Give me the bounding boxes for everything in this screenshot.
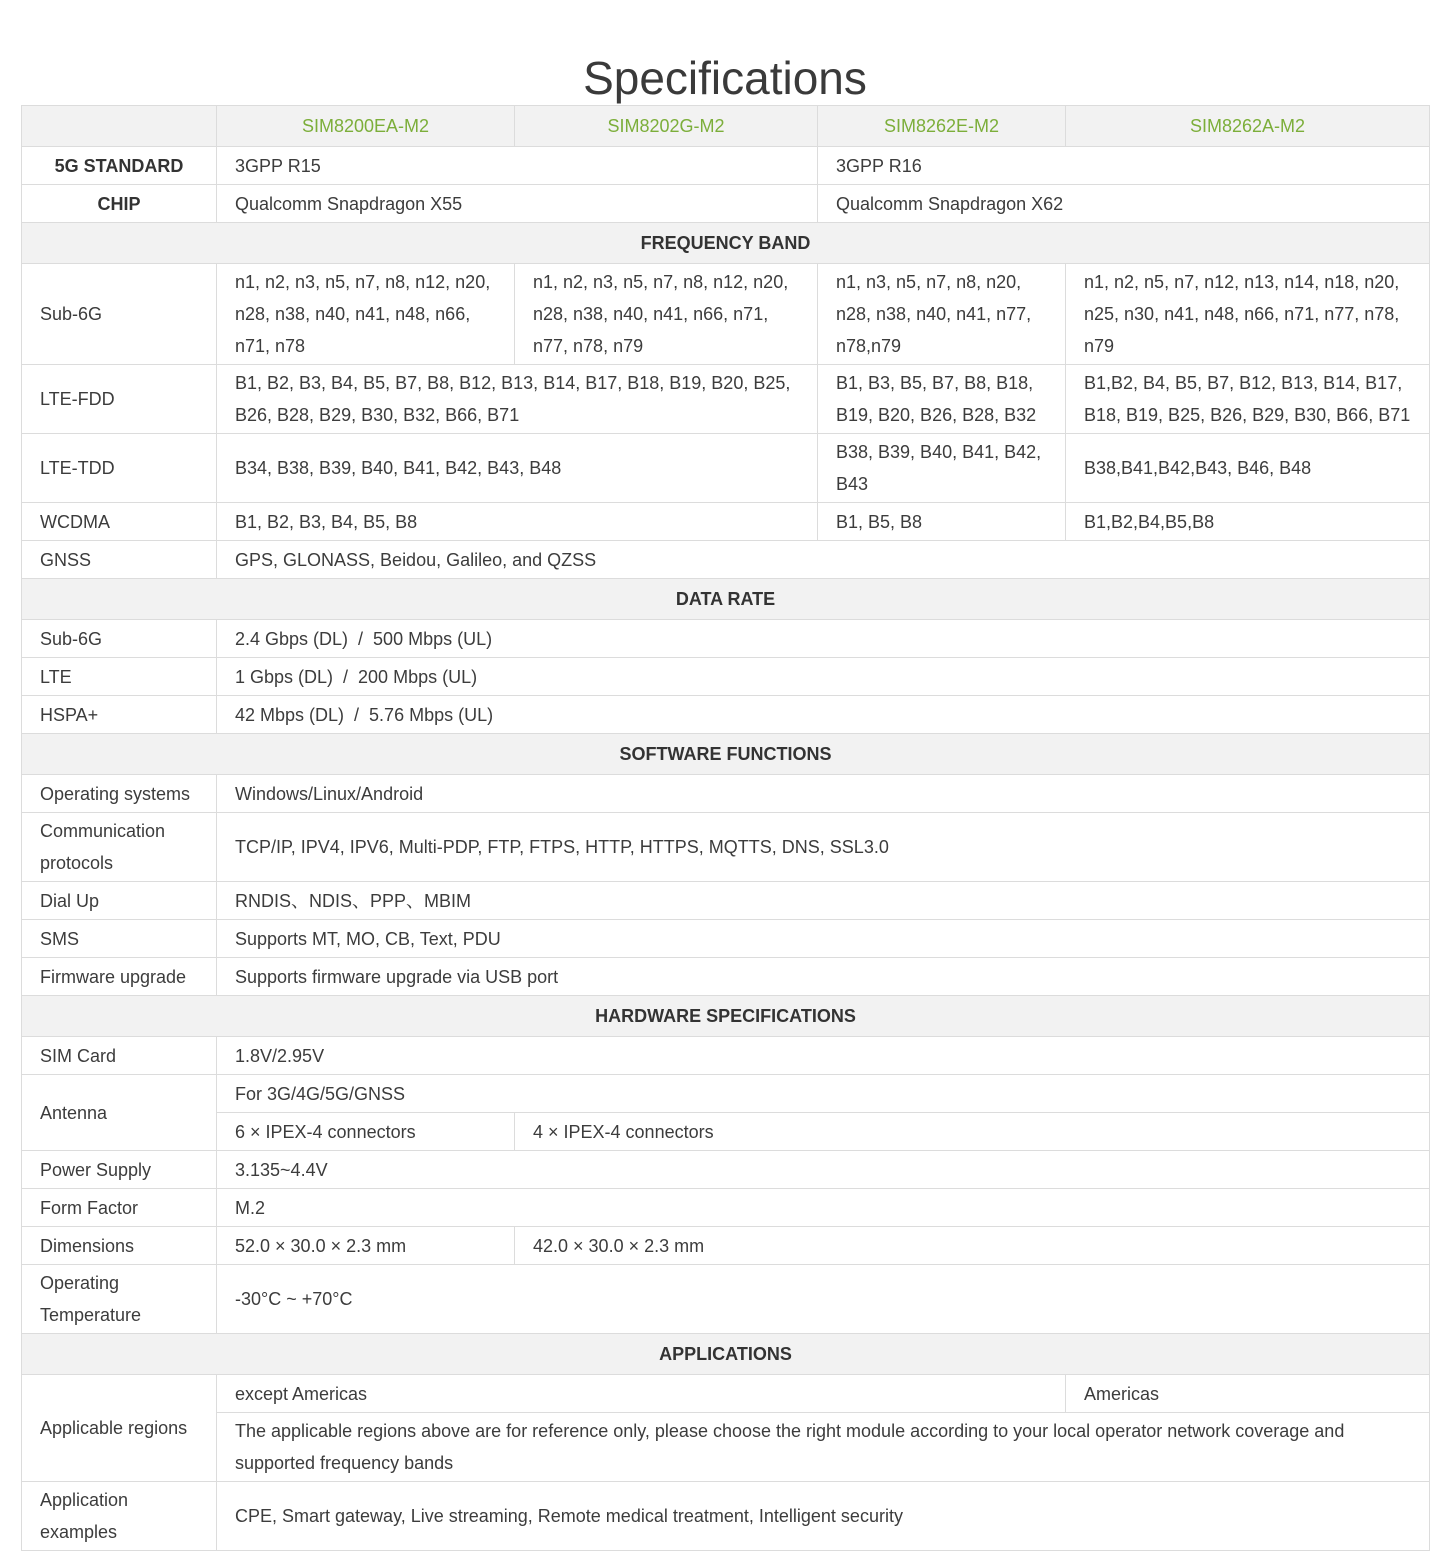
row-label: SMS <box>22 920 217 958</box>
row-label: Communication protocols <box>22 813 217 882</box>
row-label: Application examples <box>22 1482 217 1551</box>
cell-value: 6 × IPEX-4 connectors <box>217 1113 515 1151</box>
row-label: Applicable regions <box>22 1375 217 1482</box>
row-label: Sub-6G <box>22 620 217 658</box>
section-frequency-band <box>22 223 1430 264</box>
cell-value: 1 Gbps (DL) / 200 Mbps (UL) <box>217 658 1430 696</box>
page-title: Specifications <box>583 51 867 104</box>
cell-value: B1,B2, B4, B5, B7, B12, B13, B14, B17, B18, B19, B25, B26, B29, B30, B66, B71 <box>1066 365 1430 434</box>
cell-value: n1, n3, n5, n7, n8, n20, n28, n38, n40, n41, n77, n78,n79 <box>818 264 1066 365</box>
section-heading: DATA RATE <box>22 579 1430 620</box>
section-applications <box>22 1334 1430 1375</box>
cell-value: Supports firmware upgrade via USB port <box>217 958 1430 996</box>
cell-value: 3GPP R15 <box>217 147 818 185</box>
row-label: CHIP <box>22 185 217 223</box>
sms-row <box>22 920 1430 958</box>
datarate-lte-row <box>22 658 1430 696</box>
cell-value: M.2 <box>217 1189 1430 1227</box>
standard-row <box>22 147 1430 185</box>
cell-value: 1.8V/2.95V <box>217 1037 1430 1075</box>
form-factor-row <box>22 1189 1430 1227</box>
cell-value: 52.0 × 30.0 × 2.3 mm <box>217 1227 515 1265</box>
cell-value: B1, B5, B8 <box>818 503 1066 541</box>
row-label: WCDMA <box>22 503 217 541</box>
row-label: Operating systems <box>22 775 217 813</box>
regions-row <box>22 1375 1430 1413</box>
row-label: LTE <box>22 658 217 696</box>
cell-value: The applicable regions above are for reference only, please choose the right module according to your local operator network coverage and supported frequency bands <box>217 1413 1430 1482</box>
section-heading: APPLICATIONS <box>22 1334 1430 1375</box>
cell-value: TCP/IP, IPV4, IPV6, Multi-PDP, FTP, FTPS, HTTP, HTTPS, MQTTS, DNS, SSL3.0 <box>217 813 1430 882</box>
section-heading: FREQUENCY BAND <box>22 223 1430 264</box>
cell-value: Americas <box>1066 1375 1430 1413</box>
row-label: Form Factor <box>22 1189 217 1227</box>
cell-value: B38,B41,B42,B43, B46, B48 <box>1066 434 1430 503</box>
model-sim8200ea: SIM8200EA-M2 <box>217 106 515 147</box>
regions-note-row <box>22 1413 1430 1482</box>
section-heading: SOFTWARE FUNCTIONS <box>22 734 1430 775</box>
cell-value: B38, B39, B40, B41, B42, B43 <box>818 434 1066 503</box>
cell-value: n1, n2, n3, n5, n7, n8, n12, n20, n28, n38, n40, n41, n66, n71, n77, n78, n79 <box>515 264 818 365</box>
cell-value: Qualcomm Snapdragon X62 <box>818 185 1430 223</box>
cell-value: B1,B2,B4,B5,B8 <box>1066 503 1430 541</box>
row-label: LTE-FDD <box>22 365 217 434</box>
cell-value: Windows/Linux/Android <box>217 775 1430 813</box>
cell-value: n1, n2, n3, n5, n7, n8, n12, n20, n28, n38, n40, n41, n48, n66, n71, n78 <box>217 264 515 365</box>
model-sim8262e: SIM8262E-M2 <box>818 106 1066 147</box>
datarate-sub6g-row <box>22 620 1430 658</box>
cell-value: For 3G/4G/5G/GNSS <box>217 1075 1430 1113</box>
power-supply-row <box>22 1151 1430 1189</box>
dimensions-row <box>22 1227 1430 1265</box>
antenna-connectors-row <box>22 1113 1430 1151</box>
gnss-row <box>22 541 1430 579</box>
cell-value: 42 Mbps (DL) / 5.76 Mbps (UL) <box>217 696 1430 734</box>
cell-value: GPS, GLONASS, Beidou, Galileo, and QZSS <box>217 541 1430 579</box>
cell-value: -30°C ~ +70°C <box>217 1265 1430 1334</box>
cell-value: B1, B3, B5, B7, B8, B18, B19, B20, B26, B28, B32 <box>818 365 1066 434</box>
cell-value: 2.4 Gbps (DL) / 500 Mbps (UL) <box>217 620 1430 658</box>
model-sim8202g: SIM8202G-M2 <box>515 106 818 147</box>
cell-value: CPE, Smart gateway, Live streaming, Remote medical treatment, Intelligent security <box>217 1482 1430 1551</box>
dialup-row <box>22 882 1430 920</box>
section-heading: HARDWARE SPECIFICATIONS <box>22 996 1430 1037</box>
specifications-table <box>21 105 1430 1551</box>
cell-value: 3.135~4.4V <box>217 1151 1430 1189</box>
protocols-row <box>22 813 1430 882</box>
cell-value: except Americas <box>217 1375 1066 1413</box>
cell-value: 42.0 × 30.0 × 2.3 mm <box>515 1227 1430 1265</box>
row-label: Sub-6G <box>22 264 217 365</box>
row-label: Power Supply <box>22 1151 217 1189</box>
row-label: LTE-TDD <box>22 434 217 503</box>
firmware-row <box>22 958 1430 996</box>
row-label: SIM Card <box>22 1037 217 1075</box>
cell-value: Supports MT, MO, CB, Text, PDU <box>217 920 1430 958</box>
model-sim8262a: SIM8262A-M2 <box>1066 106 1430 147</box>
temperature-row <box>22 1265 1430 1334</box>
chip-row <box>22 185 1430 223</box>
section-software-functions <box>22 734 1430 775</box>
row-label: 5G STANDARD <box>22 147 217 185</box>
datarate-hspa-row <box>22 696 1430 734</box>
lte-fdd-row <box>22 365 1430 434</box>
cell-value: RNDIS、NDIS、PPP、MBIM <box>217 882 1430 920</box>
cell-value: n1, n2, n5, n7, n12, n13, n14, n18, n20, n25, n30, n41, n48, n66, n71, n77, n78, n79 <box>1066 264 1430 365</box>
row-label: Dial Up <box>22 882 217 920</box>
row-label: Operating Temperature <box>22 1265 217 1334</box>
cell-value: B34, B38, B39, B40, B41, B42, B43, B48 <box>217 434 818 503</box>
sim-card-row <box>22 1037 1430 1075</box>
row-label: Dimensions <box>22 1227 217 1265</box>
antenna-row <box>22 1075 1430 1113</box>
model-header-row <box>22 106 1430 147</box>
lte-tdd-row <box>22 434 1430 503</box>
row-label: GNSS <box>22 541 217 579</box>
sub6g-band-row <box>22 264 1430 365</box>
section-data-rate <box>22 579 1430 620</box>
examples-row <box>22 1482 1430 1551</box>
cell-value: 3GPP R16 <box>818 147 1430 185</box>
corner-cell <box>22 106 217 147</box>
cell-value: B1, B2, B3, B4, B5, B7, B8, B12, B13, B14, B17, B18, B19, B20, B25, B26, B28, B29, B30, B32, B66, B71 <box>217 365 818 434</box>
cell-value: 4 × IPEX-4 connectors <box>515 1113 1430 1151</box>
section-hardware-specifications <box>22 996 1430 1037</box>
row-label: Antenna <box>22 1075 217 1151</box>
os-row <box>22 775 1430 813</box>
cell-value: B1, B2, B3, B4, B5, B8 <box>217 503 818 541</box>
row-label: HSPA+ <box>22 696 217 734</box>
wcdma-row <box>22 503 1430 541</box>
row-label: Firmware upgrade <box>22 958 217 996</box>
cell-value: Qualcomm Snapdragon X55 <box>217 185 818 223</box>
